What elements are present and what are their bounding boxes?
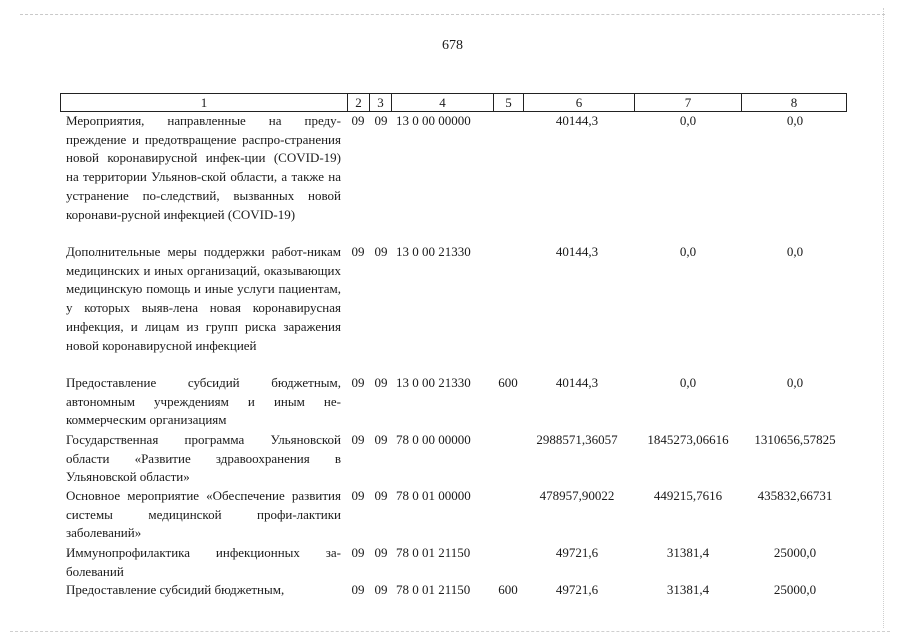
row-amount-col7: 31381,4 xyxy=(666,582,710,597)
row-amount-col8: 1310656,57825 xyxy=(754,432,836,447)
row-amount-col6: 40144,3 xyxy=(555,113,599,128)
row-description: Дополнительные меры поддержки работ-никам медицинских и иных организаций, оказывающих медицинскую помощь и иные услуги пациентам, у которых выяв-лена новая коронавирусная инфекция, и лицам из групп риска заражения новой коронавирусной инфекцией xyxy=(66,244,341,353)
scan-edge-top xyxy=(20,14,885,15)
row-amount-col7: 0,0 xyxy=(679,375,697,390)
row-section-code: 09 xyxy=(351,545,365,560)
row-description: Предоставление субсидий бюджетным, xyxy=(66,582,285,597)
scan-edge-bottom xyxy=(10,631,890,632)
row-amount-col6: 40144,3 xyxy=(555,375,599,390)
row-amount-col8: 25000,0 xyxy=(773,545,817,560)
row-amount-col8: 0,0 xyxy=(786,113,804,128)
row-target-article: 78 0 00 00000 xyxy=(396,432,471,447)
row-target-article: 78 0 01 00000 xyxy=(396,488,471,503)
row-amount-col7: 1845273,06616 xyxy=(647,432,729,447)
row-amount-col6: 49721,6 xyxy=(555,582,599,597)
column-header-7: 7 xyxy=(634,94,741,111)
column-header-8: 8 xyxy=(741,94,846,111)
row-subsection-code: 09 xyxy=(374,113,388,128)
page-number: 678 xyxy=(442,38,463,53)
row-amount-col8: 0,0 xyxy=(786,375,804,390)
row-target-article: 13 0 00 21330 xyxy=(396,375,471,390)
row-subsection-code: 09 xyxy=(374,582,388,597)
row-amount-col8: 0,0 xyxy=(786,244,804,259)
row-expense-type: 600 xyxy=(498,582,518,597)
row-subsection-code: 09 xyxy=(374,375,388,390)
row-section-code: 09 xyxy=(351,113,365,128)
row-amount-col7: 449215,7616 xyxy=(653,488,723,503)
row-expense-type: 600 xyxy=(498,375,518,390)
row-amount-col6: 478957,90022 xyxy=(539,488,615,503)
row-target-article: 78 0 01 21150 xyxy=(396,545,471,560)
column-header-1: 1 xyxy=(200,95,208,110)
column-header-5: 5 xyxy=(493,94,523,111)
column-header-4: 4 xyxy=(391,94,493,111)
scan-edge-right xyxy=(883,8,884,628)
row-target-article: 78 0 01 21150 xyxy=(396,582,471,597)
row-amount-col6: 40144,3 xyxy=(555,244,599,259)
row-amount-col8: 25000,0 xyxy=(773,582,817,597)
row-description: Основное мероприятие «Обеспечение развития системы медицинской профи-лактики заболеваний» xyxy=(66,488,341,541)
row-section-code: 09 xyxy=(351,432,365,447)
row-section-code: 09 xyxy=(351,582,365,597)
row-description: Иммунопрофилактика инфекционных за-болеваний xyxy=(66,545,341,579)
row-amount-col7: 31381,4 xyxy=(666,545,710,560)
row-target-article: 13 0 00 00000 xyxy=(396,113,471,128)
row-target-article: 13 0 00 21330 xyxy=(396,244,471,259)
column-header-2: 2 xyxy=(347,94,369,111)
row-description: Мероприятия, направленные на преду-преждение и предотвращение распро-странения новой коронавирусной инфек-ции (COVID-19) на территории Ульянов-ской области, а также на устранение по-следствий, вызванных новой коронави-русной инфекцией (COVID-19) xyxy=(66,113,341,222)
row-amount-col7: 0,0 xyxy=(679,113,697,128)
row-amount-col8: 435832,66731 xyxy=(757,488,833,503)
row-section-code: 09 xyxy=(351,488,365,503)
row-amount-col7: 0,0 xyxy=(679,244,697,259)
row-subsection-code: 09 xyxy=(374,545,388,560)
row-description: Предоставление субсидий бюджетным, автономным учреждениям и иным не-коммерческим организациям xyxy=(66,375,341,428)
row-amount-col6: 2988571,36057 xyxy=(536,432,618,447)
row-section-code: 09 xyxy=(351,375,365,390)
column-header-6: 6 xyxy=(523,94,634,111)
column-header-3: 3 xyxy=(369,94,391,111)
row-description: Государственная программа Ульяновской области «Развитие здравоохранения в Ульяновской области» xyxy=(66,432,341,485)
row-section-code: 09 xyxy=(351,244,365,259)
table-header-row xyxy=(60,93,847,112)
row-amount-col6: 49721,6 xyxy=(555,545,599,560)
row-subsection-code: 09 xyxy=(374,244,388,259)
row-subsection-code: 09 xyxy=(374,432,388,447)
row-subsection-code: 09 xyxy=(374,488,388,503)
